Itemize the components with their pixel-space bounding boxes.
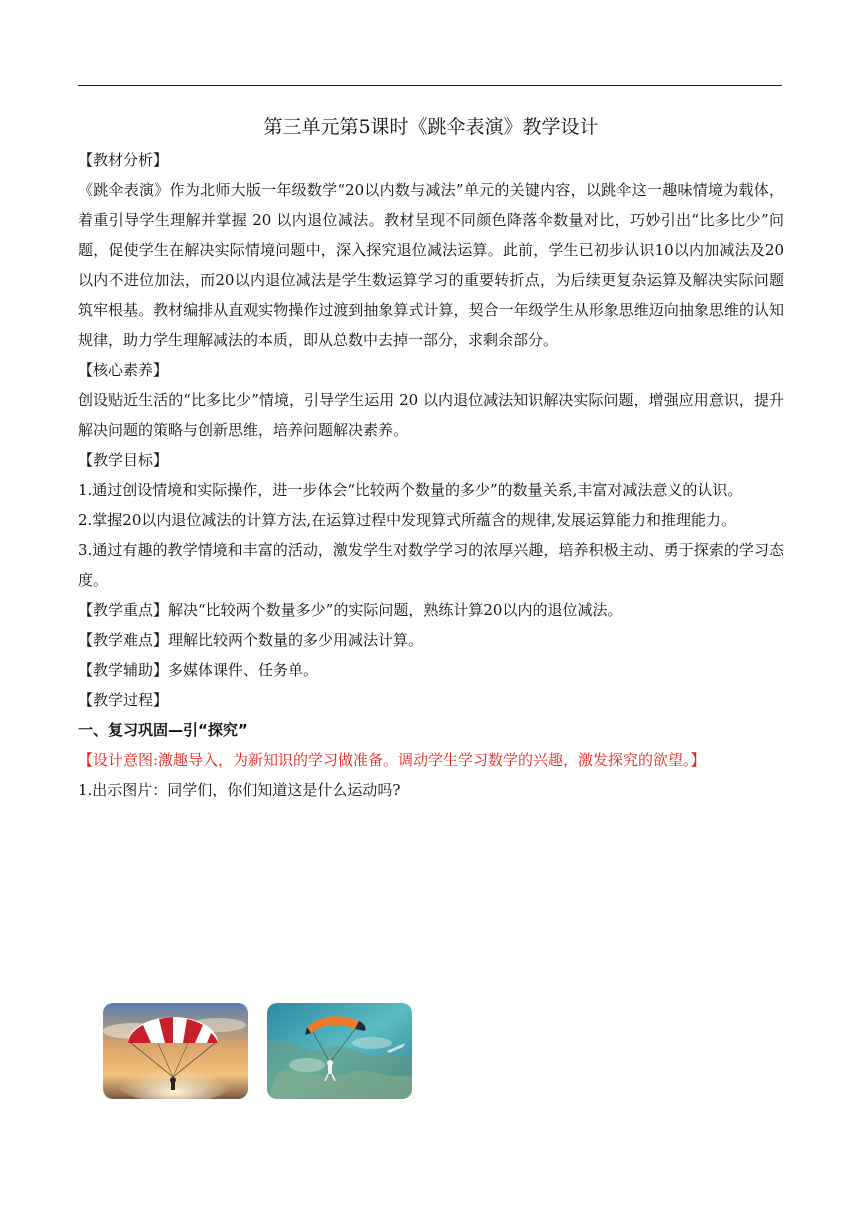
goal-item-1: 1.通过创设情境和实际操作，进一步体会“比较两个数量的多少”的数量关系,丰富对减法意义的认识。 xyxy=(78,481,743,499)
key-point-label: 【教学重点】 xyxy=(78,601,169,619)
parachute-sunset-photo xyxy=(103,1003,248,1099)
page-title: 第三单元第5课时《跳伞表演》教学设计 xyxy=(263,116,599,138)
skydiver-ocean-photo xyxy=(267,1003,412,1099)
goal-item-3: 3.通过有趣的教学情境和丰富的活动，激发学生对数学学习的浓厚兴趣，培养积极主动、勇于探索的学习态度。 xyxy=(78,541,784,589)
analysis-heading: 【教材分析】 xyxy=(78,151,169,169)
literacy-text: 创设贴近生活的“比多比少”情境，引导学生运用 20 以内退位减法知识解决实际问题，增强应用意识，提升解决问题的策略与创新思维，培养问题解决素养。 xyxy=(78,391,784,439)
parachute-icon xyxy=(103,1003,248,1099)
design-intent: 【设计意图:激趣导入，为新知识的学习做准备。调动学生学习数学的兴趣，激发探究的欲望。】 xyxy=(78,751,706,769)
aids-text: 多媒体课件、任务单。 xyxy=(168,661,319,679)
document-body xyxy=(78,113,784,805)
goals-heading: 【教学目标】 xyxy=(78,451,169,469)
step-1-text: 1.出示图片：同学们，你们知道这是什么运动吗? xyxy=(78,781,401,799)
analysis-text: 《跳伞表演》作为北师大版一年级数学“20以内数与减法”单元的关键内容，以跳伞这一趣味情境为载体，着重引导学生理解并掌握 20 以内退位减法。教材呈现不同颜色降落伞数量对比，巧妙引出“比多比少”问题，促使学生在解决实际情境问题中，深入探究退位减法运算。此前，学生已初步认识10以内加减法及20以内不进位加法，而20以内退位减法是学生数运算学习的重要转折点，为后续更复杂运算及解决实际问题筑牢根基。教材编排从直观实物操作过渡到抽象算式计算，契合一年级学生从形象思维迈向抽象思维的认知规律，助力学生理解减法的本质，即从总数中去掉一部分，求剩余部分。 xyxy=(78,181,784,349)
literacy-heading: 【核心素养】 xyxy=(78,361,169,379)
part1-title: 一、复习巩固—引“探究” xyxy=(78,721,248,739)
key-point-text: 解决“比较两个数量多少”的实际问题，熟练计算20以内的退位减法。 xyxy=(168,601,623,619)
difficulty-line xyxy=(78,625,784,655)
aids-label: 【教学辅助】 xyxy=(78,661,169,679)
key-point-line xyxy=(78,595,784,625)
process-heading: 【教学过程】 xyxy=(78,691,169,709)
header-rule xyxy=(78,85,782,86)
difficulty-label: 【教学难点】 xyxy=(78,631,169,649)
difficulty-text: 理解比较两个数量的多少用减法计算。 xyxy=(168,631,424,649)
aids-line xyxy=(78,655,784,685)
goal-item-2: 2.掌握20以内退位减法的计算方法,在运算过程中发现算式所蕴含的规律,发展运算能力和推理能力。 xyxy=(78,511,736,529)
skydiver-icon xyxy=(267,1003,412,1099)
